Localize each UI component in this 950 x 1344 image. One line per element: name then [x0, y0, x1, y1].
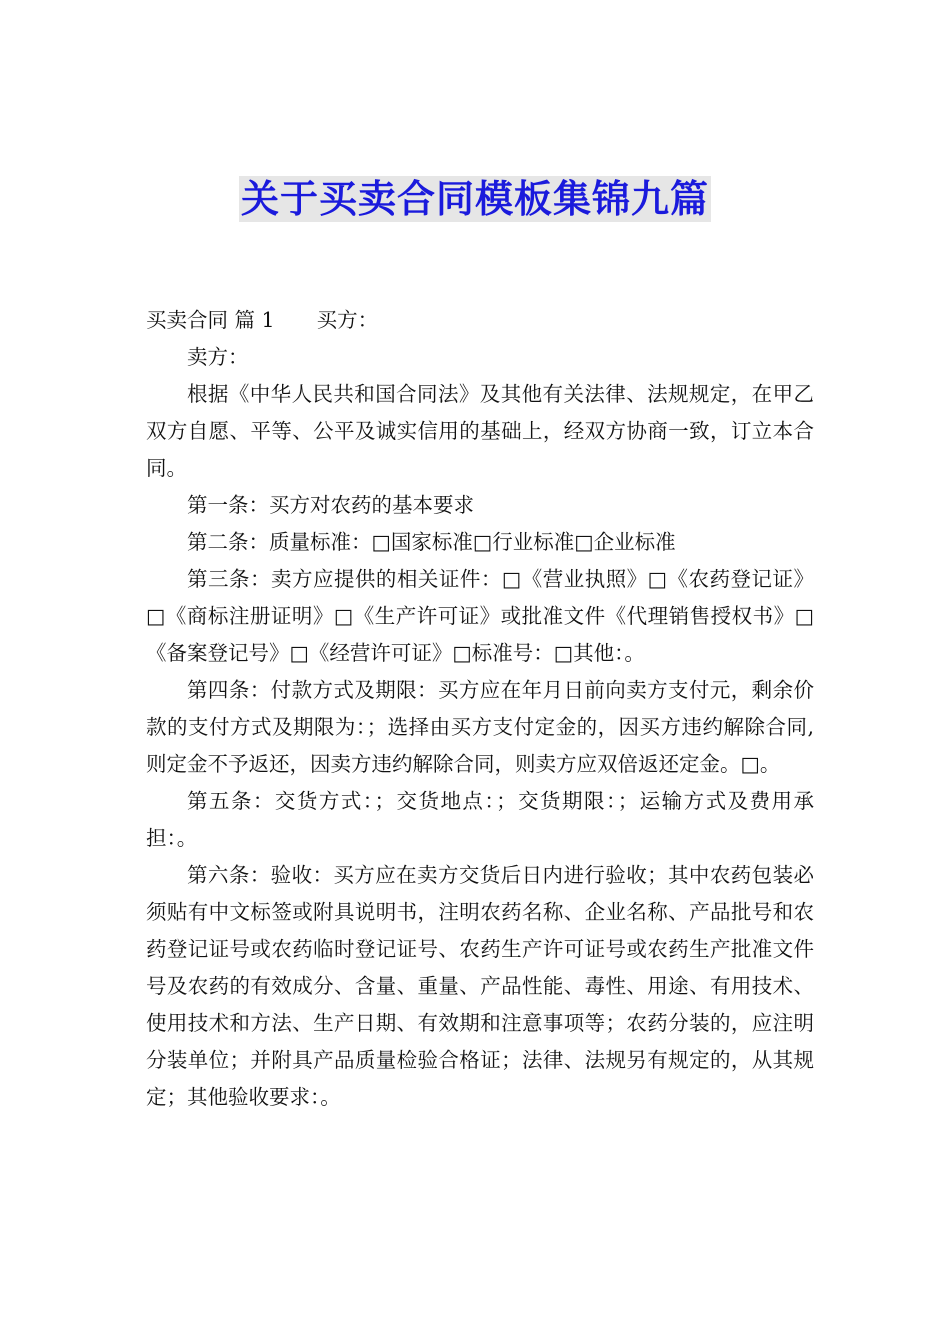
paragraph-seller: 卖方：	[187, 345, 249, 369]
first-line	[146, 302, 814, 339]
document-title: 关于买卖合同模板集锦九篇	[240, 177, 709, 221]
buyer-label: 买方：	[316, 308, 379, 332]
paragraph-article-5: 第五条：交货方式：；交货地点：；交货期限：；运输方式及费用承担：。	[146, 789, 814, 850]
section-label: 买卖合同 篇 1	[146, 308, 275, 332]
document-body	[146, 302, 814, 1116]
paragraph-article-1: 第一条：买方对农药的基本要求	[187, 493, 474, 517]
paragraph-article-3: 第三条：卖方应提供的相关证件：□《营业执照》□《农药登记证》□《商标注册证明》□《生产许可证》或批准文件《代理销售授权书》□《备案登记号》□《经营许可证》□标准号：□其他：。	[146, 567, 814, 665]
paragraph-preamble: 根据《中华人民共和国合同法》及其他有关法律、法规规定，在甲乙双方自愿、平等、公平及诚实信用的基础上，经双方协商一致，订立本合同。	[146, 382, 814, 480]
title-container	[0, 176, 950, 222]
paragraph-article-4: 第四条：付款方式及期限：买方应在年月日前向卖方支付元，剩余价款的支付方式及期限为：；选择由买方支付定金的，因买方违约解除合同,则定金不予返还，因卖方违约解除合同，则卖方应双倍返还定金。□。	[146, 678, 814, 776]
paragraph-article-6: 第六条：验收：买方应在卖方交货后日内进行验收；其中农药包装必须贴有中文标签或附具说明书，注明农药名称、企业名称、产品批号和农药登记证号或农药临时登记证号、农药生产许可证号或农药生产批准文件号及农药的有效成分、含量、重量、产品性能、毒性、用途、有用技术、使用技术和方法、生产日期、有效期和注意事项等；农药分装的，应注明分装单位；并附具产品质量检验合格证；法律、法规另有规定的，从其规定；其他验收要求：。	[146, 863, 814, 1109]
paragraph-article-2: 第二条：质量标准：□国家标准□行业标准□企业标准	[187, 530, 676, 554]
